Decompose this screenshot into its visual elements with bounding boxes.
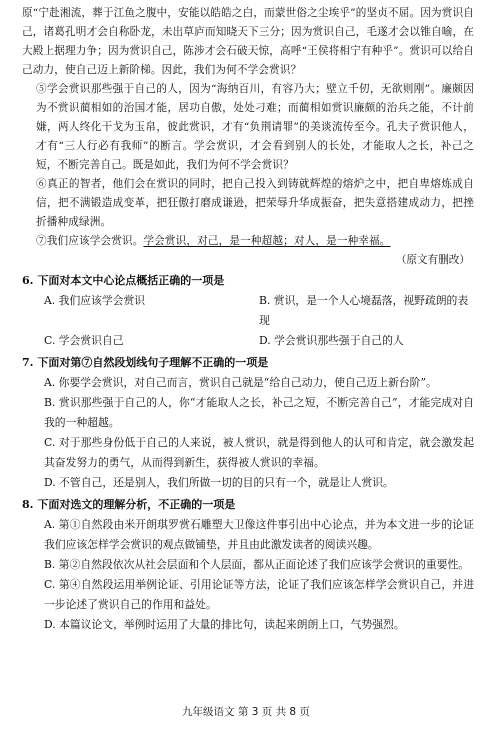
passage-paragraph-4-continued: 原“宁赴湘流，葬于江鱼之腹中，安能以皓皓之白，而蒙世俗之尘埃乎”的坚贞不屈。因为赏识自己，诸葛孔明才会自称卧龙，未出草庐而知晓天下三分；因为赏识自己，毛遂才会以锥自喻，在大殿上据理力争；因为赏识自己，陈涉才会石破天惊，高呼“王侯将相宁有种乎”。赏识可以给自己动力，使自己迈上新阶梯。因此，我们为何不学会赏识？: [22, 7, 474, 76]
question-7: [22, 353, 474, 493]
question-8-option-a: A. 第①自然段由米开朗琪罗赏石雕塑大卫像这件事引出中心论点，并为本文进一步的论证我们应该怎样学会赏识的观点做铺垫，并且由此激发读者的阅读兴趣。: [44, 518, 474, 551]
question-6-option-b: B. 赏识，是一个人心境磊落，视野疏朗的表现: [259, 294, 469, 327]
question-8-stem: 8. 下面对选文的理解分析，不正确的一项是: [22, 498, 236, 511]
paragraph-7-lead: ⑦我们应该学会赏识。: [36, 235, 144, 247]
question-6-option-d: D. 学会赏识那些强于自己的人: [259, 334, 404, 347]
underlined-sentence: 学会赏识，对己，是一种超越；对人，是一种幸福。: [143, 235, 391, 247]
question-6: [22, 271, 474, 351]
question-7-option-d: D. 不管自己，还是别人，我们所做一切的目的只有一个，就是让人赏识。: [44, 476, 394, 489]
question-6-stem: 6. 下面对本文中心论点概括正确的一项是: [22, 274, 225, 287]
passage-paragraph-5: ⑤学会赏识那些强于自己的人，因为“海纳百川，有容乃大；壁立千仞，无欲则刚”。廉颇因为不赏识蔺相如的治国才能，居功自傲，处处刁难；而蔺相如赏识廉颇的治兵之能，不计前嫌，两人终化干戈为玉帛，彼此赏识，才有“负荆请罪”的美谈流传至今。孔夫子赏识他人，才有“三人行必有我师”的断言。学会赏识，才会看到别人的长处，才能取人之长，补己之短，不断完善自己。既是如此，我们为何不学会赏识？: [36, 83, 474, 171]
question-8-option-b: B. 第②自然段依次从社会层面和个人层面，都从正面论述了我们应该学会赏识的重要性。: [44, 558, 470, 571]
question-6-option-c: C. 学会赏识自己: [44, 334, 124, 347]
question-6-options-row-1: [22, 291, 474, 331]
question-7-option-a: A. 你要学会赏识，对自己而言，赏识自己就是“给自己动力，使自己迈上新台阶”。: [44, 376, 437, 389]
question-7-stem: 7. 下面对第⑦自然段划线句子理解不正确的一项是: [22, 356, 269, 369]
question-8-option-c: C. 第④自然段运用举例论证、引用论证等方法，论证了我们应该怎样学会赏识自己，并进一步论述了赏识自己的作用和益处。: [44, 578, 474, 611]
question-7-option-c: C. 对于那些身份低于自己的人来说，被人赏识，就是得到他人的认可和肯定，就会激发起其奋发努力的勇气，从而得到新生，获得被人赏识的幸福。: [44, 436, 474, 469]
question-8: [22, 495, 474, 635]
question-6-option-a: A. 我们应该学会赏识: [44, 294, 146, 307]
question-6-options-row-2: [22, 331, 474, 351]
question-7-option-b: B. 赏识那些强于自己的人，你“才能取人之长，补己之短，不断完善自己”，才能完成对自我的一种超越。: [44, 396, 474, 429]
passage-paragraph-7: [22, 232, 474, 251]
passage-paragraph-6: ⑥真正的智者，他们会在赏识的同时，把自己投入到铸就辉煌的熔炉之中，把自卑熔炼成自信，把不满锻造成变革，把狂傲打磨成谦逊，把荣辱升华成振奋，把失意搭建成动力，把挫折播种成绿洲。: [36, 178, 474, 228]
source-note: （原文有删改）: [395, 254, 470, 266]
question-8-option-d: D. 本篇议论文，举例时运用了大量的排比句，读起来朗朗上口，气势强烈。: [44, 618, 405, 631]
page-footer: 九年级语文 第 3 页 共 8 页: [182, 706, 310, 718]
